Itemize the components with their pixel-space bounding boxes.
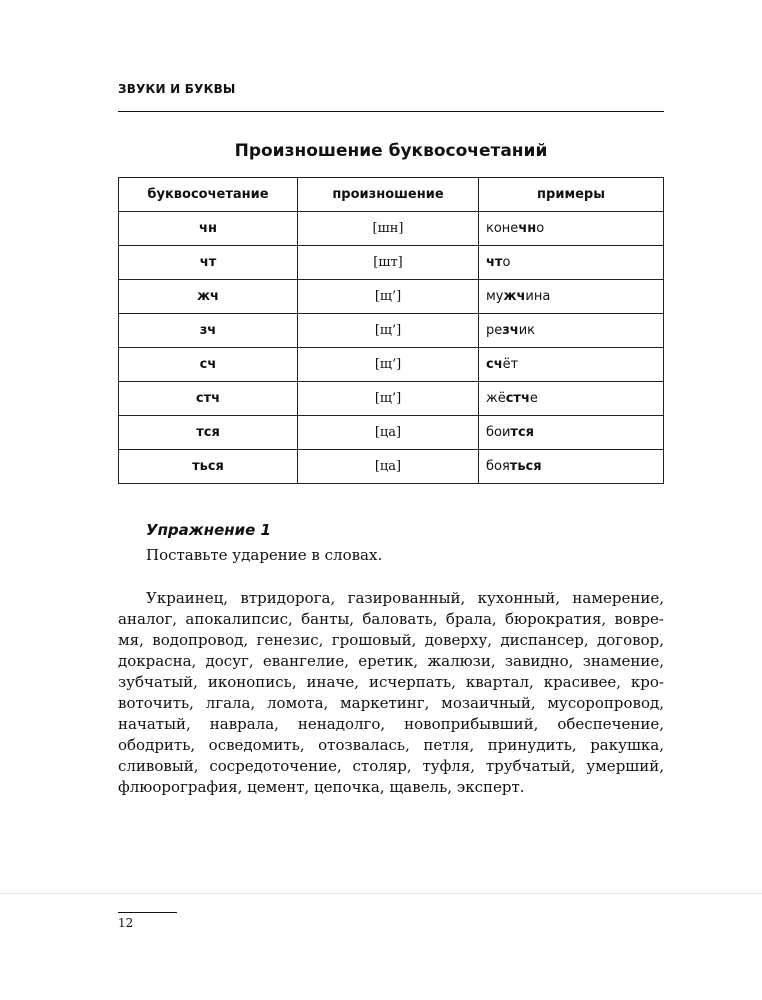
pronunciation: [щ’]	[298, 382, 479, 416]
example-suffix: ёт	[502, 357, 519, 372]
example-highlight: ться	[509, 459, 542, 474]
page-number: 12	[118, 916, 134, 930]
pronunciation: [ца]	[298, 416, 479, 450]
example-highlight: зч	[502, 323, 519, 338]
letter-combination: чт	[119, 246, 298, 280]
letter-combination: чн	[119, 212, 298, 246]
table-row	[119, 450, 664, 484]
example-highlight: стч	[505, 391, 530, 406]
pronunciation: [щ’]	[298, 280, 479, 314]
page-number-rule	[118, 912, 177, 913]
table-row	[119, 246, 664, 280]
example-prefix: му	[486, 289, 504, 304]
exercise-text	[118, 588, 664, 798]
pronunciation: [шт]	[298, 246, 479, 280]
example-highlight: тся	[510, 425, 535, 440]
example-suffix: о	[502, 255, 511, 270]
exercise-words: Украинец, втридорога, газированный, кухонный, намерение, аналог, апокалипсис, банты, баловать, брала, бюрократия, вовре-мя, водопровод, генезис, грошовый, доверху, диспансер, договор, докрасна, досуг, евангелие, еретик, жалюзи, завидно, знамение, зубчатый, иконопись, иначе, исчерпать, квартал, красивее, кро-воточить, лгала, ломота, маркетинг, мозаичный, мусоропровод, начатый, наврала, ненадолго, новоприбывший, обеспечение, ободрить, осведомить, отозвалась, петля, принудить, ракушка, сливовый, сосредоточение, столяр, туфля, трубчатый, умерший, флюорография, цемент, цепочка, щавель, эксперт.	[118, 589, 664, 796]
exercise-title: Упражнение 1	[146, 521, 271, 539]
letter-combination: зч	[119, 314, 298, 348]
example-word	[479, 450, 664, 484]
table-row	[119, 348, 664, 382]
table-row	[119, 280, 664, 314]
running-head: ЗВУКИ И БУКВЫ	[118, 82, 236, 96]
example-prefix: жё	[486, 391, 506, 406]
exercise-task: Поставьте ударение в словах.	[146, 546, 383, 564]
example-prefix: ре	[486, 323, 503, 338]
table-row	[119, 212, 664, 246]
example-prefix: боя	[486, 459, 510, 474]
example-highlight: чн	[518, 221, 537, 236]
pronunciation: [щ’]	[298, 314, 479, 348]
header-pronunciation: произношение	[298, 178, 479, 212]
table-header-row	[119, 178, 664, 212]
example-prefix: коне	[486, 221, 519, 236]
header-combination: буквосочетание	[119, 178, 298, 212]
table-row	[119, 382, 664, 416]
example-prefix: бои	[486, 425, 511, 440]
letter-combination: тся	[119, 416, 298, 450]
table-row	[119, 314, 664, 348]
footer-separator	[0, 893, 762, 894]
example-suffix: ина	[525, 289, 551, 304]
header-examples: примеры	[479, 178, 664, 212]
pronunciation: [шн]	[298, 212, 479, 246]
pronunciation: [щ’]	[298, 348, 479, 382]
example-suffix: о	[536, 221, 545, 236]
example-word	[479, 212, 664, 246]
letter-combination: жч	[119, 280, 298, 314]
table-row	[119, 416, 664, 450]
pronunciation: [ца]	[298, 450, 479, 484]
example-word	[479, 348, 664, 382]
pronunciation-table	[118, 177, 664, 484]
example-word	[479, 314, 664, 348]
example-word	[479, 246, 664, 280]
example-highlight: сч	[486, 357, 503, 372]
example-word	[479, 382, 664, 416]
example-suffix: е	[529, 391, 538, 406]
header-rule	[118, 111, 664, 112]
letter-combination: сч	[119, 348, 298, 382]
example-suffix: ик	[518, 323, 536, 338]
example-word	[479, 280, 664, 314]
example-highlight: чт	[486, 255, 503, 270]
letter-combination: стч	[119, 382, 298, 416]
example-highlight: жч	[503, 289, 526, 304]
table-title: Произношение буквосочетаний	[234, 141, 548, 161]
letter-combination: ться	[119, 450, 298, 484]
example-word	[479, 416, 664, 450]
